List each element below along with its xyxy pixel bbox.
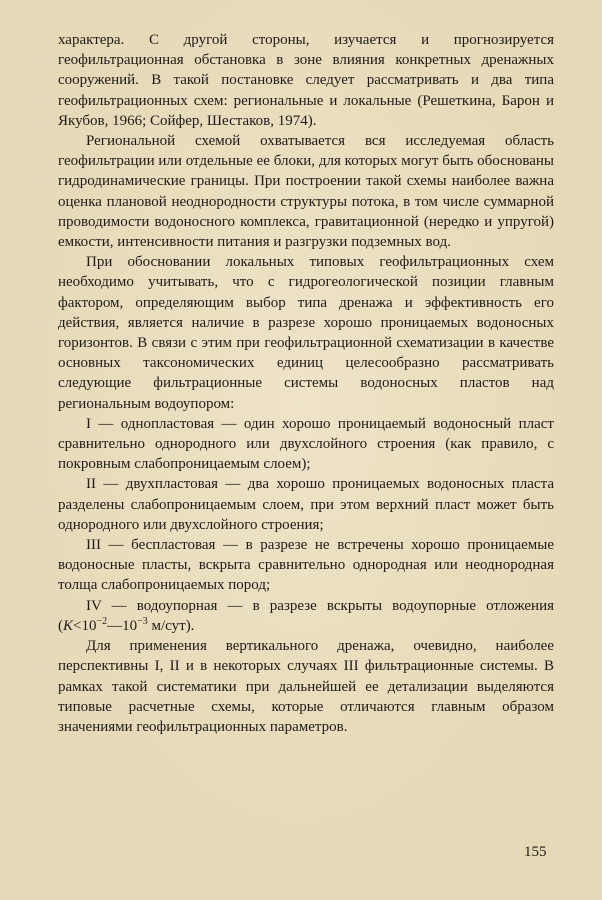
formula-units: м/сут). [147,617,195,634]
formula-exponent-2: −3 [137,615,148,627]
list-item-i: I — однопластовая — один хорошо проницаемый водоносный пласт сравнительно однородного или двухслойного строения (как правило, с покровным слабопроницаемым слоем); [58,415,554,473]
formula-base-1: 10 [81,617,97,634]
paragraph-2: Региональной схемой охватывается вся исследуемая область геофильтрации или отдельные ее блоки, для которых могут быть обоснованы гидродинамические границы. При построении такой схемы наиболее важна оценка плановой неоднородности структуры потока, в том числе суммарной проводимости водоносного комплекса, гравитационной (нередко и упругой) емкости, интенсивности питания и разгрузки подземных вод. [58,133,554,251]
formula-exponent-1: −2 [96,615,108,627]
formula-base-2: 10 [122,617,138,634]
list-item-iv-text: IV — водоупорная — в разрезе вскрыты водоупорные отложения ( [58,597,554,634]
closing-paragraph: Для применения вертикального дренажа, очевидно, наиболее перспективны I, II и в некоторых случаях III фильтрационные системы. В рамках такой систематики при дальнейшей ее детализации выделяются типовые расчетные схемы, которые отличаются главным образом значениями геофильтрационных параметров. [58,638,554,735]
list-item-ii: II — двухпластовая — два хорошо проницаемых водоносных пласта разделены слабопроницаемым слоем, при этом верхний пласт может быть однородного или двухслойного строения; [58,476,554,533]
list-item-iv [58,596,554,636]
paragraph-3: При обосновании локальных типовых геофильтрационных схем необходимо учитывать, что с гидрогеологической позиции главным фактором, определяющим выбор типа дренажа и эффективность его действия, является наличие в разрезе хорошо проницаемых водоносных горизонтов. В связи с этим при геофильтрационной схематизации в качестве основных таксономических единиц целесообразно рассматривать следующие фильтрационные системы водоносных пластов над региональным водоупором: [58,254,554,412]
formula-dash: — [107,617,123,634]
list-item-iii: III — беспластовая — в разрезе не встречены хорошо проницаемые водоносные пласты, вскрыта сравнительно однородная или неоднородная толща слабопроницаемых пород; [58,537,554,594]
paragraph-1: характера. С другой стороны, изучается и прогнозируется геофильтрационная обстановка в зоне влияния конкретных дренажных сооружений. В такой постановке следует рассматривать и два типа геофильтрационных схем: региональные и локальные (Решеткина, Барон и Якубов, 1966; Сойфер, Шестаков, 1974). [58,32,554,129]
permeability-symbol: K [63,617,74,634]
less-than-sign: < [73,617,82,634]
body-text [58,30,554,737]
page-number: 155 [524,844,547,860]
